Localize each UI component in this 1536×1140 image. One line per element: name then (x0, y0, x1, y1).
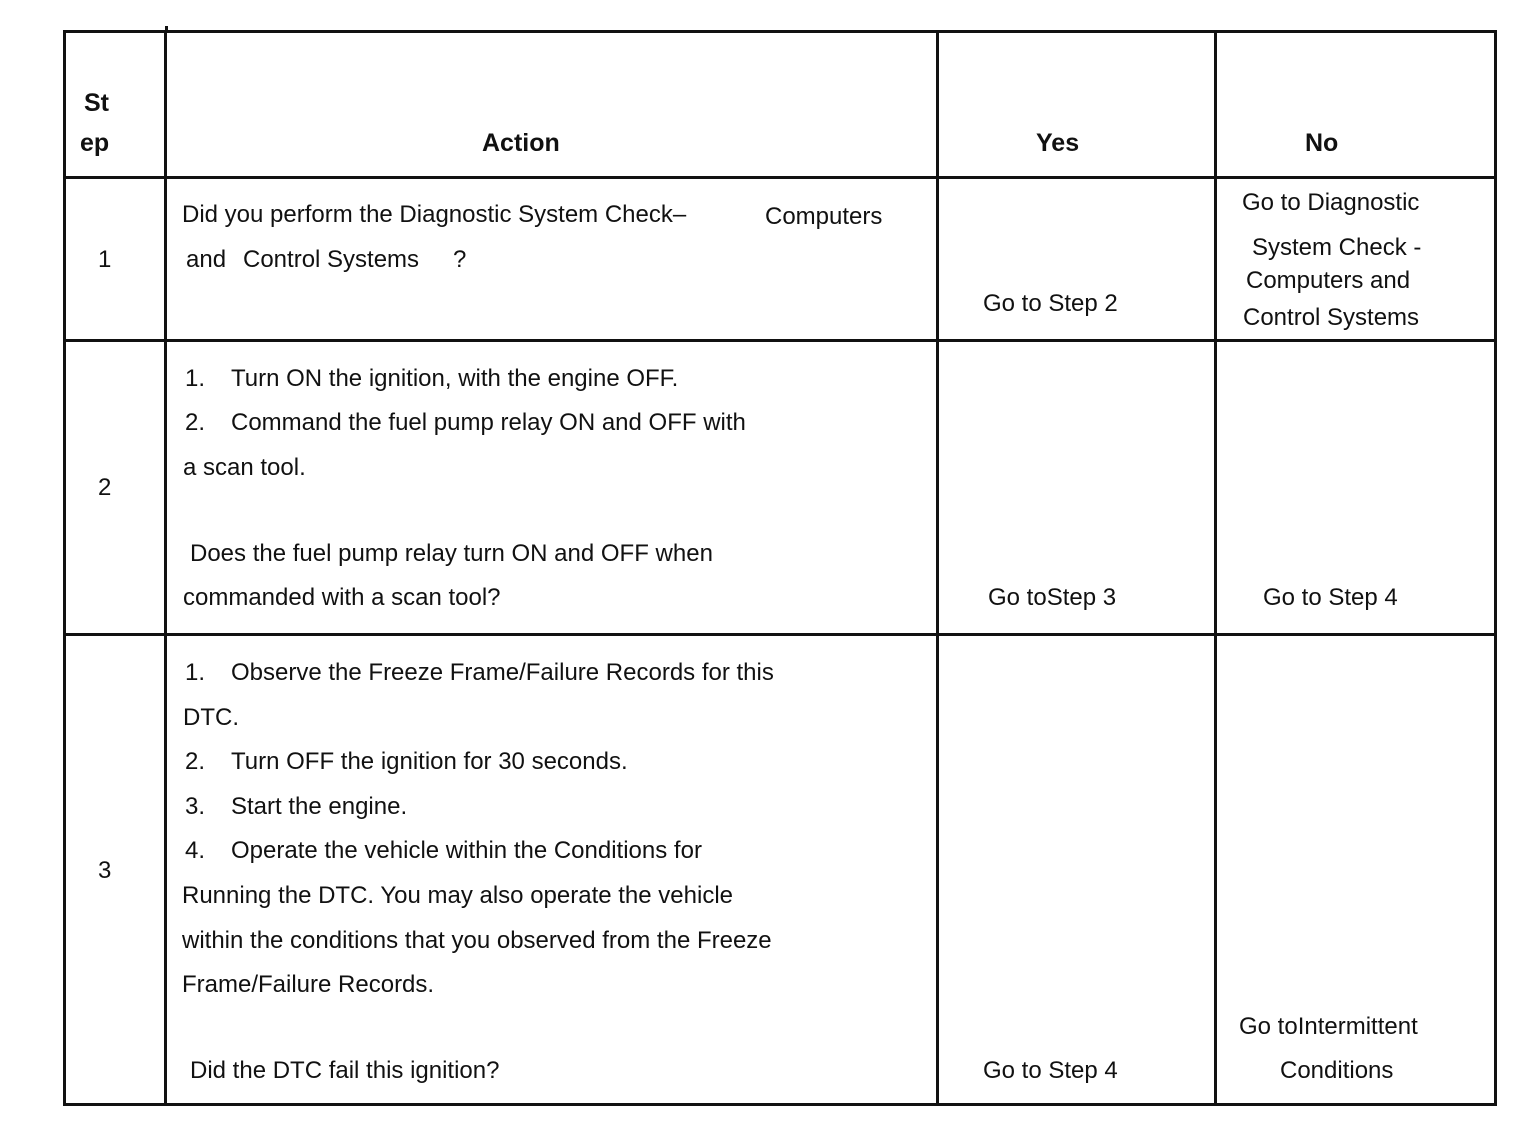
row-3-no-line1: Go toIntermittent (1239, 1013, 1418, 1040)
list-number: 2. (185, 748, 206, 775)
row-2-yes: Go toStep 3 (988, 584, 1117, 611)
list-number: 4. (185, 837, 206, 864)
list-item-text: Command the fuel pump relay ON and OFF with (231, 409, 746, 436)
list-number: 1. (185, 659, 206, 686)
row-2-action-item1 (185, 365, 678, 393)
row-divider-1 (63, 339, 1497, 342)
column-divider-step (164, 30, 167, 1106)
list-number: 2. (185, 409, 206, 436)
header-step-line2: ep (80, 129, 110, 157)
header-action: Action (482, 129, 560, 157)
row-1-action-line1b: Computers (765, 203, 883, 230)
row-3-action-item4-cont3: Frame/Failure Records. (182, 971, 435, 998)
list-item-text: Observe the Freeze Frame/Failure Records for this (231, 659, 774, 686)
row-3-question: Did the DTC fail this ignition? (190, 1057, 500, 1084)
row-2-action-item2-cont: a scan tool. (183, 454, 306, 481)
header-no: No (1305, 129, 1339, 157)
row-2-step: 2 (98, 474, 112, 501)
row-1-no-line4: Control Systems (1243, 304, 1420, 331)
list-item-text: Start the engine. (231, 793, 408, 820)
list-item-text: Operate the vehicle within the Conditions for (231, 837, 702, 864)
row-1-action-line1a: Did you perform the Diagnostic System Check– (182, 201, 687, 228)
row-2-no: Go to Step 4 (1263, 584, 1398, 611)
row-3-action-item2 (185, 748, 628, 776)
row-3-yes: Go to Step 4 (983, 1057, 1118, 1084)
row-1-step: 1 (98, 246, 112, 273)
list-item-text: Turn ON the ignition, with the engine OFF. (231, 365, 679, 392)
row-1-yes: Go to Step 2 (983, 290, 1118, 317)
row-1-no-line3: Computers and (1246, 267, 1411, 294)
row-1-no-line1: Go to Diagnostic (1242, 189, 1420, 216)
row-3-step: 3 (98, 857, 112, 884)
row-1-action-line2a: and (186, 246, 227, 273)
row-2-action-item2 (185, 409, 746, 437)
header-yes: Yes (1036, 129, 1080, 157)
row-2-question-line1: Does the fuel pump relay turn ON and OFF when (190, 540, 713, 567)
row-3-action-item1-cont: DTC. (183, 704, 239, 731)
header-row-divider (63, 176, 1497, 179)
row-2-question-line2: commanded with a scan tool? (183, 584, 501, 611)
row-3-action-item1 (185, 659, 774, 687)
list-item-text: Turn OFF the ignition for 30 seconds. (231, 748, 628, 775)
header-step-line1: St (84, 89, 109, 117)
column-divider-action (936, 30, 939, 1106)
list-number: 1. (185, 365, 206, 392)
row-3-action-item4 (185, 837, 702, 865)
row-3-action-item3 (185, 793, 407, 821)
list-number: 3. (185, 793, 206, 820)
row-3-action-item4-cont2: within the conditions that you observed from the Freeze (182, 927, 772, 954)
column-divider-yes (1214, 30, 1217, 1106)
row-divider-2 (63, 633, 1497, 636)
row-1-action-line2b: Control Systems (243, 246, 420, 273)
row-3-no-line2: Conditions (1280, 1057, 1394, 1084)
row-1-action-line2c: ? (453, 246, 467, 273)
row-1-no-line2: System Check - (1252, 234, 1422, 261)
row-3-action-item4-cont1: Running the DTC. You may also operate the vehicle (182, 882, 734, 909)
